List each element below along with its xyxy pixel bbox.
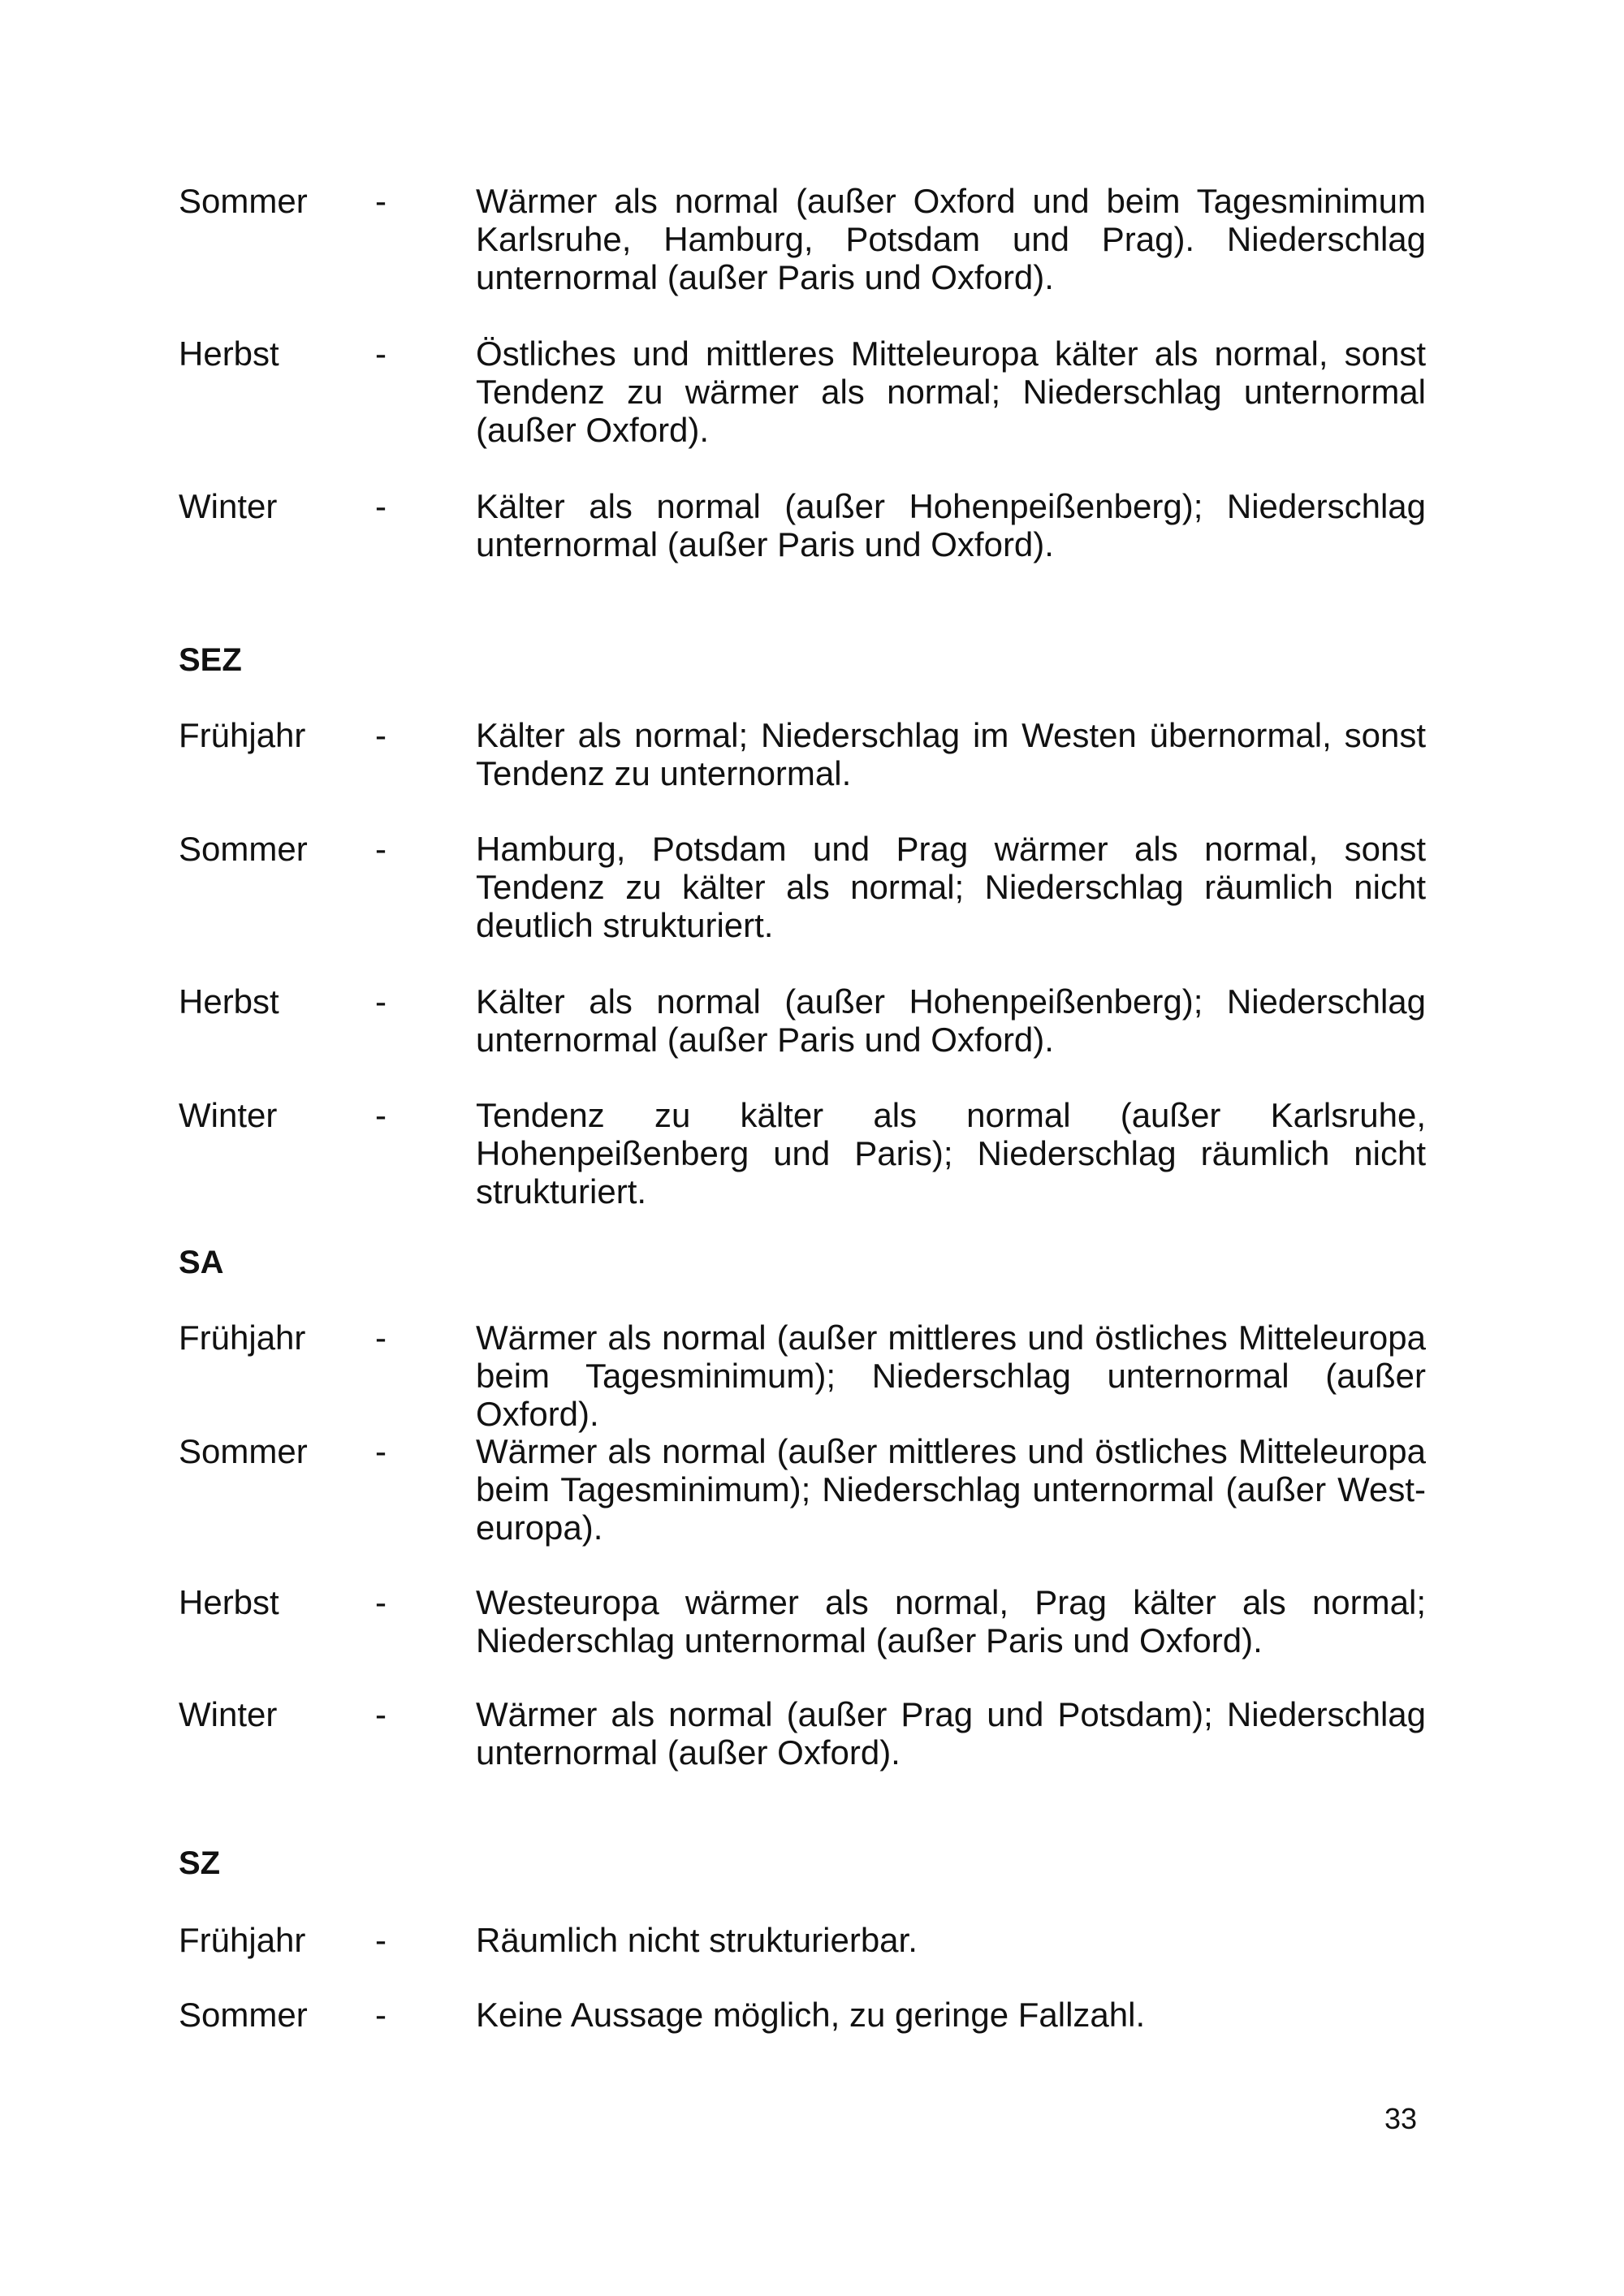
dash-separator: - (375, 1318, 387, 1357)
season-label: Herbst (179, 334, 279, 373)
dash-separator: - (375, 182, 387, 220)
season-label: Sommer (179, 830, 308, 868)
season-label: Sommer (179, 1996, 308, 2034)
page-number: 33 (1384, 2102, 1418, 2135)
season-label: Frühjahr (179, 1318, 306, 1357)
season-label: Winter (179, 1096, 278, 1134)
dash-separator: - (375, 334, 387, 373)
season-description: Östliches und mittleres Mitteleuropa kälter als normal, sonst Tendenz zu wärmer als normal; Niederschlag unternormal (außer Oxford). (476, 334, 1426, 449)
season-label: Herbst (179, 982, 279, 1021)
section-heading-sez: SEZ (179, 642, 242, 678)
dash-separator: - (375, 1695, 387, 1733)
season-description: Tendenz zu kälter als normal (außer Karlsruhe, Hohenpeißenberg und Paris); Niederschlag räumlich nicht strukturiert. (476, 1096, 1426, 1211)
season-label: Sommer (179, 1432, 308, 1470)
season-label: Winter (179, 1695, 278, 1733)
season-label: Herbst (179, 1583, 279, 1621)
season-label: Frühjahr (179, 716, 306, 754)
season-description: Wärmer als normal (außer mittleres und östliches Mitteleuropa beim Tagesminimum); Niederschlag unternormal (außer Westeuropa). (476, 1432, 1426, 1547)
season-description: Keine Aussage möglich, zu geringe Fallzahl. (476, 1996, 1146, 2034)
season-description: Wärmer als normal (außer mittleres und östliches Mitteleuropa beim Tagesminimum); Niederschlag unternormal (außer Oxford). (476, 1318, 1426, 1433)
dash-separator: - (375, 982, 387, 1021)
season-description: Kälter als normal (außer Hohenpeißenberg); Niederschlag unternormal (außer Paris und Oxford). (476, 982, 1426, 1059)
season-description: Kälter als normal; Niederschlag im Westen übernormal, sonst Tendenz zu unternormal. (476, 716, 1426, 792)
season-description: Wärmer als normal (außer Prag und Potsdam); Niederschlag unternormal (außer Oxford). (476, 1695, 1426, 1772)
dash-separator: - (375, 487, 387, 525)
dash-separator: - (375, 1583, 387, 1621)
dash-separator: - (375, 830, 387, 868)
season-label: Winter (179, 487, 278, 525)
dash-separator: - (375, 1921, 387, 1959)
season-description: Hamburg, Potsdam und Prag wärmer als normal, sonst Tendenz zu kälter als normal; Niederschlag räumlich nicht deutlich strukturiert. (476, 830, 1426, 944)
season-description: Westeuropa wärmer als normal, Prag kälter als normal; Niederschlag unternormal (außer Paris und Oxford). (476, 1583, 1426, 1659)
season-description: Räumlich nicht strukturierbar. (476, 1921, 918, 1959)
dash-separator: - (375, 1432, 387, 1470)
season-description: Kälter als normal (außer Hohenpeißenberg); Niederschlag unternormal (außer Paris und Oxford). (476, 487, 1426, 563)
dash-separator: - (375, 716, 387, 754)
section-heading-sa: SA (179, 1245, 224, 1280)
season-label: Frühjahr (179, 1921, 306, 1959)
dash-separator: - (375, 1996, 387, 2034)
dash-separator: - (375, 1096, 387, 1134)
season-description: Wärmer als normal (außer Oxford und beim Tagesminimum Karlsruhe, Hamburg, Potsdam und Prag). Niederschlag unternormal (außer Paris und Oxford). (476, 182, 1426, 296)
season-label: Sommer (179, 182, 308, 220)
section-heading-sz: SZ (179, 1845, 221, 1881)
